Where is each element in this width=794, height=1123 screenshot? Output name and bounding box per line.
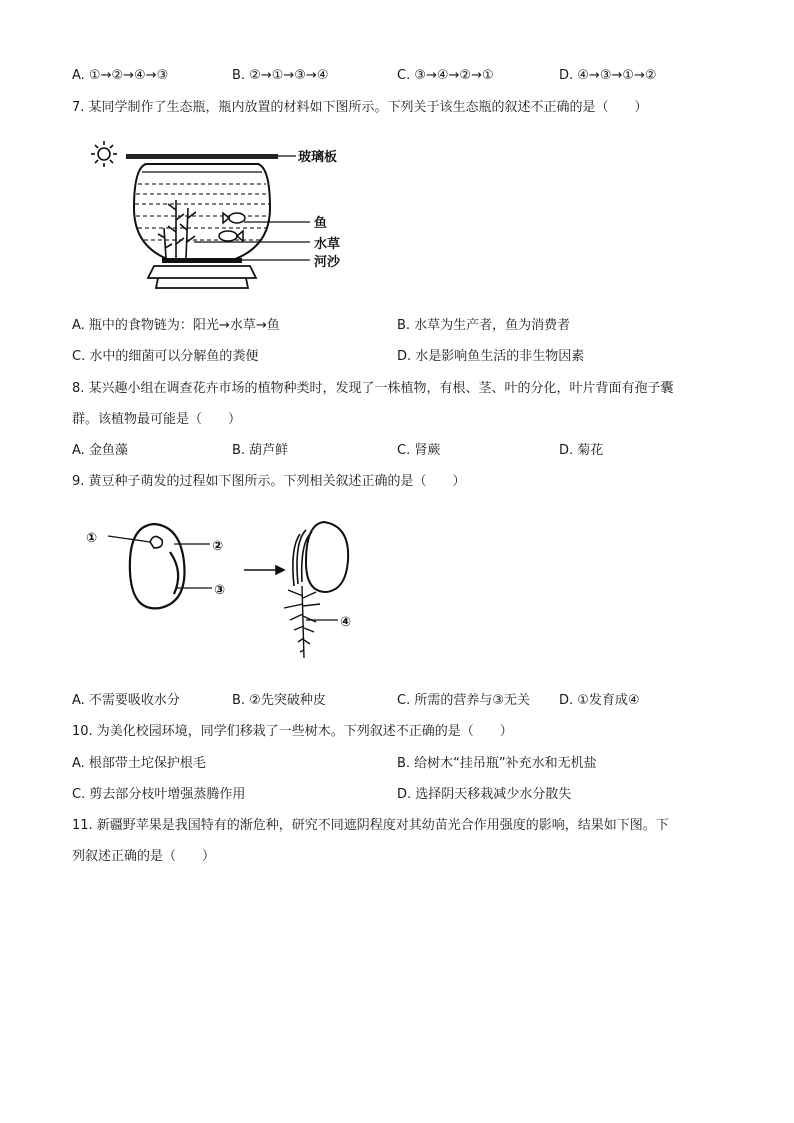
label-1: ① [86, 531, 98, 546]
q10-option-d: D. 选择阴天移栽减少水分散失 [397, 787, 572, 802]
q10-options-row2 [72, 785, 732, 805]
sun-icon [91, 141, 117, 167]
q8-option-b: B. 葫芦鲜 [232, 443, 289, 458]
label-3: ③ [214, 583, 226, 598]
q7-option-a: A. 瓶中的食物链为：阳光→水草→鱼 [72, 318, 280, 333]
q6-option-b: B. ②→①→③→④ [232, 68, 329, 83]
q7-option-b: B. 水草为生产者，鱼为消费者 [397, 318, 571, 333]
q8-stem-line2: 群。该植物最可能是（ ） [72, 412, 242, 427]
q8-option-d: D. 菊花 [559, 443, 604, 458]
q6-option-a: A. ①→②→④→③ [72, 68, 169, 83]
q9-option-a: A. 不需要吸收水分 [72, 693, 180, 708]
seedling-roots [284, 586, 320, 658]
glass-plate-label: 玻璃板 [298, 150, 338, 165]
q8-option-a: A. 金鱼藻 [72, 443, 128, 458]
q9-stem: 9. 黄豆种子萌发的过程如下图所示。下列相关叙述正确的是（ ） [72, 474, 466, 489]
q6-options [72, 66, 732, 86]
arrow-right-icon [244, 566, 284, 574]
q7-option-c: C. 水中的细菌可以分解鱼的粪便 [72, 349, 259, 364]
q8-stem-line1: 8. 某兴趣小组在调查花卉市场的植物种类时，发现了一株植物，有根、茎、叶的分化，叶片背面有孢子囊 [72, 381, 674, 396]
bottle [134, 164, 270, 262]
q10-option-c: C. 剪去部分枝叶增强蒸腾作用 [72, 787, 246, 802]
q9-option-b: B. ②先突破种皮 [232, 693, 326, 708]
label-4: ④ [340, 615, 352, 630]
soybean-seedling [293, 522, 348, 592]
q6-option-d: D. ④→③→①→② [559, 68, 657, 83]
sand-label: 河沙 [314, 255, 341, 270]
q7-ecobottle-figure [84, 138, 384, 298]
q11-stem-line1: 11. 新疆野苹果是我国特有的渐危种，研究不同遮阴程度对其幼苗光合作用强度的影响，结果如下图。下 [72, 818, 669, 833]
q9-germination-figure [84, 512, 374, 664]
q7-options-row2 [72, 347, 732, 367]
q7-stem: 7. 某同学制作了生态瓶，瓶内放置的材料如下图所示。下列关于该生态瓶的叙述不正确的是（ ） [72, 100, 648, 115]
bottle-base [148, 266, 256, 278]
fish-label: 鱼 [314, 216, 328, 231]
q8-options [72, 441, 732, 461]
q11-stem-line2: 列叙述正确的是（ ） [72, 849, 216, 864]
q9-options [72, 691, 732, 711]
label-2: ② [212, 539, 224, 554]
q9-option-d: D. ①发育成④ [559, 693, 640, 708]
q9-option-c: C. 所需的营养与③无关 [397, 693, 530, 708]
q8-option-c: C. 肾蕨 [397, 443, 441, 458]
q10-stem: 10. 为美化校园环境，同学们移栽了一些树木。下列叙述不正确的是（ ） [72, 724, 513, 739]
soybean-seed [130, 524, 185, 608]
q7-options-row1 [72, 316, 732, 336]
q10-option-a: A. 根部带土坨保护根毛 [72, 756, 206, 771]
q7-option-d: D. 水是影响鱼生活的非生物因素 [397, 349, 585, 364]
q10-options-row1 [72, 754, 732, 774]
glass-plate [126, 154, 278, 159]
weed-label: 水草 [314, 237, 341, 252]
river-sand [162, 258, 242, 263]
q10-option-b: B. 给树木“挂吊瓶”补充水和无机盐 [397, 756, 597, 771]
q6-option-c: C. ③→④→②→① [397, 68, 494, 83]
